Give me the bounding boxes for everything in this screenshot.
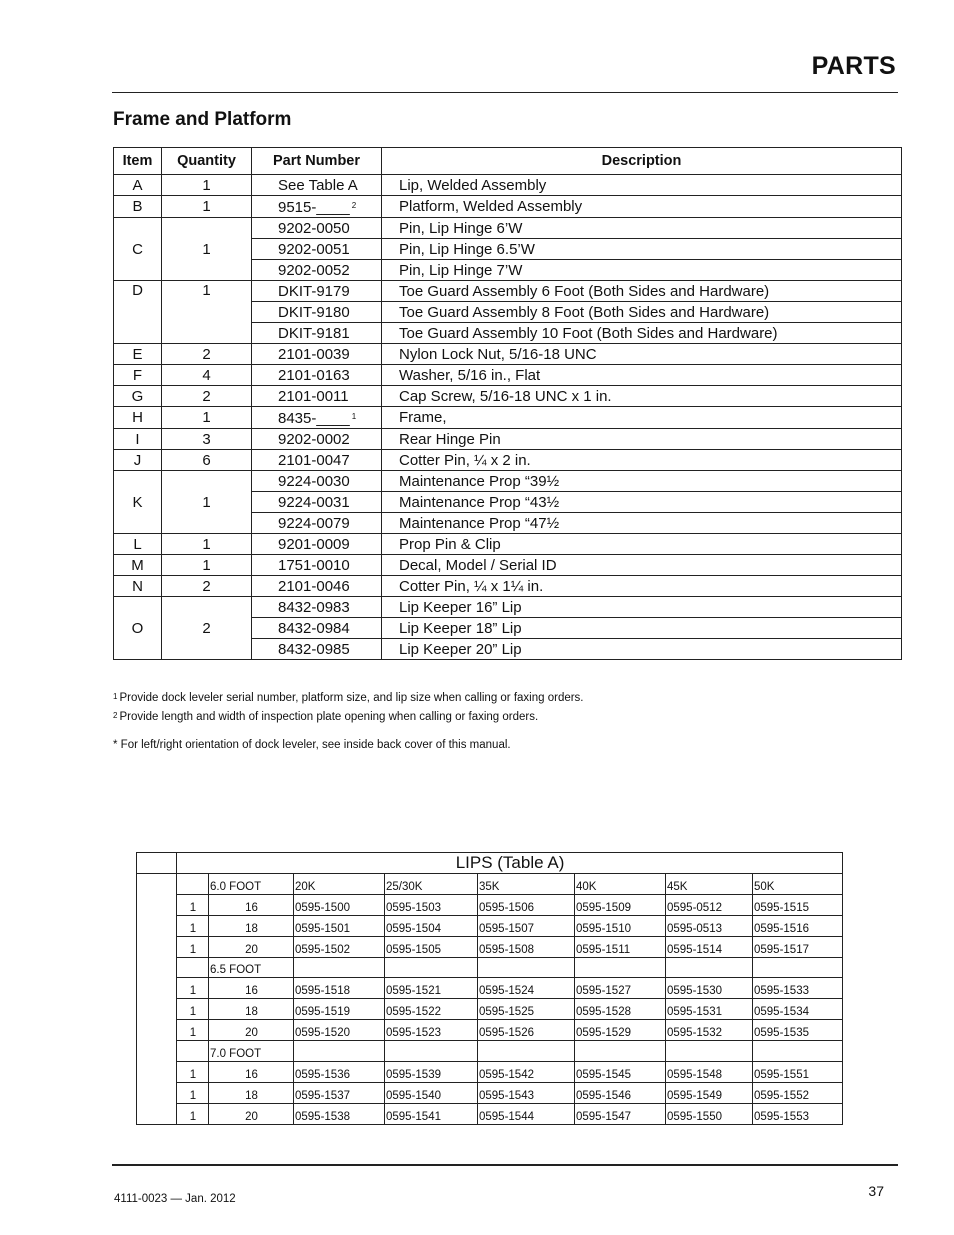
part-number-cell: 0595-1516 bbox=[753, 915, 843, 936]
part-number-cell bbox=[252, 513, 382, 534]
table-row bbox=[114, 218, 902, 239]
part-number-cell: 0595-1527 bbox=[575, 978, 666, 999]
quantity-cell: 1 bbox=[177, 1062, 209, 1083]
table-row bbox=[137, 978, 843, 999]
part-number-cell: 0595-1550 bbox=[666, 1103, 753, 1124]
lip-length-cell: 18 bbox=[209, 915, 294, 936]
lips-table bbox=[136, 852, 843, 1125]
part-number: 9202-0052 bbox=[278, 261, 350, 279]
table-row bbox=[114, 597, 902, 618]
capacity-header-cell bbox=[478, 1041, 575, 1062]
part-number-cell: 0595-1501 bbox=[294, 915, 385, 936]
quantity-cell: 1 bbox=[177, 894, 209, 915]
part-number: 9224-0030 bbox=[278, 472, 350, 490]
footnote-number: 1 bbox=[113, 692, 118, 701]
column-header-item: Item bbox=[114, 148, 162, 175]
part-number-cell: 0595-1502 bbox=[294, 936, 385, 957]
footnote-spacer bbox=[113, 726, 584, 737]
quantity-cell: 1 bbox=[162, 471, 252, 534]
description-cell: Nylon Lock Nut, 5/16-18 UNC bbox=[382, 344, 902, 365]
table-row bbox=[114, 534, 902, 555]
lips-table-body bbox=[137, 853, 843, 1125]
table-row bbox=[137, 1020, 843, 1041]
item-cell: E bbox=[114, 344, 162, 365]
lip-length-cell: 18 bbox=[209, 1082, 294, 1103]
part-number: DKIT-9180 bbox=[278, 303, 350, 321]
lip-length-cell: 16 bbox=[209, 978, 294, 999]
table-row bbox=[114, 429, 902, 450]
lip-length-cell: 16 bbox=[209, 894, 294, 915]
description-cell: Pin, Lip Hinge 6’W bbox=[382, 218, 902, 239]
description-cell: Pin, Lip Hinge 6.5’W bbox=[382, 239, 902, 260]
quantity-cell: 1 bbox=[162, 218, 252, 281]
part-number: 9202-0050 bbox=[278, 219, 350, 237]
blank-cell bbox=[137, 853, 177, 874]
part-number-cell: 0595-1524 bbox=[478, 978, 575, 999]
part-number: 2101-0039 bbox=[278, 345, 350, 363]
part-number-cell: 0595-1551 bbox=[753, 1062, 843, 1083]
footnote-number: 2 bbox=[113, 711, 118, 720]
part-number-cell: 0595-1553 bbox=[753, 1103, 843, 1124]
description-cell: Frame, bbox=[382, 407, 902, 429]
capacity-header-cell bbox=[575, 957, 666, 978]
table-row bbox=[137, 999, 843, 1020]
part-number-cell: 0595-1531 bbox=[666, 999, 753, 1020]
lip-width-label: 7.0 FOOT bbox=[209, 1041, 294, 1062]
description-cell: Toe Guard Assembly 10 Foot (Both Sides and Hardware) bbox=[382, 323, 902, 344]
quantity-cell: 1 bbox=[177, 978, 209, 999]
part-number-cell: 0595-1506 bbox=[478, 894, 575, 915]
part-number-cell bbox=[252, 344, 382, 365]
part-number-cell: 0595-1534 bbox=[753, 999, 843, 1020]
item-cell: L bbox=[114, 534, 162, 555]
parts-table-body bbox=[114, 175, 902, 660]
part-number-cell bbox=[252, 281, 382, 302]
part-number-cell: 0595-1521 bbox=[385, 978, 478, 999]
part-number: 2101-0047 bbox=[278, 451, 350, 469]
item-cell: N bbox=[114, 576, 162, 597]
table-row bbox=[137, 936, 843, 957]
quantity-cell: 2 bbox=[162, 344, 252, 365]
footnote bbox=[113, 688, 584, 707]
part-number-cell bbox=[252, 365, 382, 386]
capacity-header-cell: 50K bbox=[753, 874, 843, 895]
part-number: 9224-0079 bbox=[278, 514, 350, 532]
item-cell: B bbox=[114, 196, 162, 218]
table-row bbox=[137, 1103, 843, 1124]
part-number-cell: 0595-1519 bbox=[294, 999, 385, 1020]
table-row bbox=[137, 894, 843, 915]
description-cell: Platform, Welded Assembly bbox=[382, 196, 902, 218]
part-number-cell: 0595-1518 bbox=[294, 978, 385, 999]
part-number-cell: 0595-1552 bbox=[753, 1082, 843, 1103]
part-number-cell: 0595-1544 bbox=[478, 1103, 575, 1124]
table-row bbox=[114, 450, 902, 471]
column-header-description: Description bbox=[382, 148, 902, 175]
part-number-cell bbox=[252, 323, 382, 344]
capacity-header-cell bbox=[478, 957, 575, 978]
lips-section-row bbox=[137, 1041, 843, 1062]
capacity-header-cell bbox=[294, 1041, 385, 1062]
part-number-cell bbox=[252, 534, 382, 555]
part-number-cell: 0595-1505 bbox=[385, 936, 478, 957]
lips-table-title: LIPS (Table A) bbox=[177, 853, 843, 874]
part-number-cell bbox=[252, 407, 382, 429]
part-number-cell: 0595-1508 bbox=[478, 936, 575, 957]
part-number-cell: 0595-1543 bbox=[478, 1082, 575, 1103]
part-number-cell: 0595-1503 bbox=[385, 894, 478, 915]
lip-length-cell: 20 bbox=[209, 936, 294, 957]
footnote-text: * For left/right orientation of dock leveler, see inside back cover of this manual. bbox=[113, 739, 511, 751]
table-row bbox=[114, 407, 902, 429]
part-number-cell: 0595-1541 bbox=[385, 1103, 478, 1124]
part-number-cell bbox=[252, 597, 382, 618]
capacity-header-cell bbox=[666, 1041, 753, 1062]
footnote bbox=[113, 737, 584, 754]
footnote-marker: 2 bbox=[351, 201, 357, 210]
item-cell: G bbox=[114, 386, 162, 407]
table-row bbox=[114, 386, 902, 407]
capacity-header-cell bbox=[753, 957, 843, 978]
lip-width-label: 6.0 FOOT bbox=[209, 874, 294, 895]
part-number-cell bbox=[252, 386, 382, 407]
part-number: DKIT-9181 bbox=[278, 324, 350, 342]
part-number-cell: 0595-1510 bbox=[575, 915, 666, 936]
blank-cell bbox=[177, 1041, 209, 1062]
capacity-header-cell bbox=[753, 1041, 843, 1062]
lip-width-label: 6.5 FOOT bbox=[209, 957, 294, 978]
part-number-cell: 0595-1523 bbox=[385, 1020, 478, 1041]
lip-length-cell: 20 bbox=[209, 1103, 294, 1124]
footnote-text: Provide dock leveler serial number, platform size, and lip size when calling or faxing orders. bbox=[119, 692, 584, 704]
table-row bbox=[114, 281, 902, 302]
item-cell: K bbox=[114, 471, 162, 534]
lip-length-cell: 16 bbox=[209, 1062, 294, 1083]
quantity-cell: 1 bbox=[177, 936, 209, 957]
capacity-header-cell: 40K bbox=[575, 874, 666, 895]
quantity-cell: 1 bbox=[162, 196, 252, 218]
table-row bbox=[114, 555, 902, 576]
quantity-cell: 1 bbox=[162, 555, 252, 576]
table-row bbox=[137, 1062, 843, 1083]
capacity-header-cell bbox=[385, 1041, 478, 1062]
part-number-cell: 0595-1535 bbox=[753, 1020, 843, 1041]
part-number-cell: 0595-1528 bbox=[575, 999, 666, 1020]
part-number-cell: 0595-1547 bbox=[575, 1103, 666, 1124]
part-number-cell: 0595-0513 bbox=[666, 915, 753, 936]
part-number-cell: 0595-1515 bbox=[753, 894, 843, 915]
description-cell: Prop Pin & Clip bbox=[382, 534, 902, 555]
part-number-cell: 0595-1532 bbox=[666, 1020, 753, 1041]
part-number-cell: 0595-1549 bbox=[666, 1082, 753, 1103]
capacity-header-cell: 25/30K bbox=[385, 874, 478, 895]
description-cell: Toe Guard Assembly 8 Foot (Both Sides and Hardware) bbox=[382, 302, 902, 323]
part-number: 9224-0031 bbox=[278, 493, 350, 511]
quantity-cell: 2 bbox=[162, 576, 252, 597]
part-number-cell: 0595-1538 bbox=[294, 1103, 385, 1124]
part-number-cell bbox=[252, 492, 382, 513]
part-number-cell: 0595-1529 bbox=[575, 1020, 666, 1041]
quantity-cell: 1 bbox=[162, 281, 252, 344]
part-number-cell: 0595-1504 bbox=[385, 915, 478, 936]
table-row bbox=[114, 344, 902, 365]
header-divider bbox=[112, 92, 898, 93]
table-row bbox=[114, 576, 902, 597]
page-number: 37 bbox=[868, 1183, 884, 1199]
part-number: 9201-0009 bbox=[278, 535, 350, 553]
part-number-cell: 0595-1536 bbox=[294, 1062, 385, 1083]
part-number-cell: 0595-1520 bbox=[294, 1020, 385, 1041]
table-row bbox=[137, 915, 843, 936]
capacity-header-cell: 45K bbox=[666, 874, 753, 895]
part-number-cell bbox=[252, 618, 382, 639]
part-number-cell bbox=[252, 175, 382, 196]
part-number: 8432-0984 bbox=[278, 619, 350, 637]
part-number-cell: 0595-1525 bbox=[478, 999, 575, 1020]
description-cell: Lip, Welded Assembly bbox=[382, 175, 902, 196]
description-cell: Cotter Pin, ¼ x 2 in. bbox=[382, 450, 902, 471]
footnote-marker: 1 bbox=[351, 412, 357, 421]
lips-section-row bbox=[137, 874, 843, 895]
table-row bbox=[114, 196, 902, 218]
part-number-cell bbox=[252, 471, 382, 492]
table-row bbox=[114, 471, 902, 492]
part-number-cell: 0595-1548 bbox=[666, 1062, 753, 1083]
part-number-cell: 0595-1526 bbox=[478, 1020, 575, 1041]
quantity-cell: 1 bbox=[162, 534, 252, 555]
item-cell: J bbox=[114, 450, 162, 471]
part-number: 8432-0985 bbox=[278, 640, 350, 658]
section-title: Frame and Platform bbox=[113, 109, 292, 130]
footnote bbox=[113, 707, 584, 726]
capacity-header-cell bbox=[575, 1041, 666, 1062]
footnote-text: Provide length and width of inspection plate opening when calling or faxing orders. bbox=[119, 711, 539, 723]
description-cell: Decal, Model / Serial ID bbox=[382, 555, 902, 576]
footer-divider bbox=[112, 1164, 898, 1166]
lip-length-cell: 20 bbox=[209, 1020, 294, 1041]
item-cell: F bbox=[114, 365, 162, 386]
footnotes bbox=[113, 688, 584, 754]
quantity-cell: 4 bbox=[162, 365, 252, 386]
part-number-cell: 0595-1546 bbox=[575, 1082, 666, 1103]
quantity-cell: 1 bbox=[177, 999, 209, 1020]
quantity-cell: 1 bbox=[177, 915, 209, 936]
quantity-cell: 2 bbox=[162, 597, 252, 660]
quantity-cell: 1 bbox=[177, 1082, 209, 1103]
part-number-cell bbox=[252, 429, 382, 450]
part-number-cell: 0595-1509 bbox=[575, 894, 666, 915]
part-number-cell: 0595-1542 bbox=[478, 1062, 575, 1083]
lip-length-cell: 18 bbox=[209, 999, 294, 1020]
parts-table-header-row bbox=[114, 148, 902, 175]
description-cell: Maintenance Prop “47½ bbox=[382, 513, 902, 534]
quantity-cell: 2 bbox=[162, 386, 252, 407]
description-cell: Cotter Pin, ¼ x 1¼ in. bbox=[382, 576, 902, 597]
item-cell: D bbox=[114, 281, 162, 344]
part-number-cell bbox=[252, 196, 382, 218]
part-number: 8435-____ bbox=[278, 410, 350, 427]
part-number: DKIT-9179 bbox=[278, 282, 350, 300]
part-number-cell: 0595-1540 bbox=[385, 1082, 478, 1103]
quantity-cell: 6 bbox=[162, 450, 252, 471]
capacity-header-cell: 35K bbox=[478, 874, 575, 895]
capacity-header-cell bbox=[385, 957, 478, 978]
part-number: See Table A bbox=[278, 176, 358, 194]
lips-section-row bbox=[137, 957, 843, 978]
part-number-cell bbox=[252, 239, 382, 260]
description-cell: Pin, Lip Hinge 7’W bbox=[382, 260, 902, 281]
item-cell: C bbox=[114, 218, 162, 281]
part-number-cell: 0595-1533 bbox=[753, 978, 843, 999]
part-number-cell: 0595-1530 bbox=[666, 978, 753, 999]
part-number-cell bbox=[252, 302, 382, 323]
lips-title-row bbox=[137, 853, 843, 874]
description-cell: Washer, 5/16 in., Flat bbox=[382, 365, 902, 386]
item-cell: A bbox=[114, 175, 162, 196]
description-cell: Lip Keeper 18” Lip bbox=[382, 618, 902, 639]
description-cell: Rear Hinge Pin bbox=[382, 429, 902, 450]
parts-table bbox=[113, 147, 902, 660]
description-cell: Maintenance Prop “39½ bbox=[382, 471, 902, 492]
quantity-cell: 1 bbox=[177, 1020, 209, 1041]
part-number-cell bbox=[252, 218, 382, 239]
part-number-cell bbox=[252, 576, 382, 597]
part-number-cell: 0595-1500 bbox=[294, 894, 385, 915]
part-number-cell: 0595-1545 bbox=[575, 1062, 666, 1083]
description-cell: Cap Screw, 5/16-18 UNC x 1 in. bbox=[382, 386, 902, 407]
column-header-quantity: Quantity bbox=[162, 148, 252, 175]
part-number: 2101-0163 bbox=[278, 366, 350, 384]
quantity-cell: 1 bbox=[177, 1103, 209, 1124]
part-number-cell: 0595-1522 bbox=[385, 999, 478, 1020]
item-cell: O bbox=[114, 597, 162, 660]
part-number-cell: 0595-1539 bbox=[385, 1062, 478, 1083]
capacity-header-cell bbox=[666, 957, 753, 978]
description-cell: Maintenance Prop “43½ bbox=[382, 492, 902, 513]
part-number-cell: 0595-1514 bbox=[666, 936, 753, 957]
document-id: 4111-0023 — Jan. 2012 bbox=[114, 1193, 236, 1205]
table-row bbox=[137, 1082, 843, 1103]
part-number-cell: 0595-1517 bbox=[753, 936, 843, 957]
part-number-cell bbox=[252, 450, 382, 471]
part-number-cell: 0595-1511 bbox=[575, 936, 666, 957]
blank-cell bbox=[177, 957, 209, 978]
part-number-cell bbox=[252, 555, 382, 576]
part-number: 2101-0011 bbox=[278, 387, 349, 405]
capacity-header-cell: 20K bbox=[294, 874, 385, 895]
part-number-cell: 0595-0512 bbox=[666, 894, 753, 915]
part-number-cell: 0595-1507 bbox=[478, 915, 575, 936]
quantity-cell: 3 bbox=[162, 429, 252, 450]
blank-cell bbox=[137, 874, 177, 1125]
part-number: 8432-0983 bbox=[278, 598, 350, 616]
part-number: 1751-0010 bbox=[278, 556, 350, 574]
part-number: 9515-____ bbox=[278, 199, 350, 216]
description-cell: Lip Keeper 16” Lip bbox=[382, 597, 902, 618]
part-number-cell bbox=[252, 260, 382, 281]
description-cell: Toe Guard Assembly 6 Foot (Both Sides and Hardware) bbox=[382, 281, 902, 302]
part-number: 2101-0046 bbox=[278, 577, 350, 595]
table-row bbox=[114, 175, 902, 196]
part-number-cell: 0595-1537 bbox=[294, 1082, 385, 1103]
page-title: PARTS bbox=[811, 52, 896, 80]
blank-cell bbox=[177, 874, 209, 895]
part-number: 9202-0002 bbox=[278, 430, 350, 448]
column-header-part-number: Part Number bbox=[252, 148, 382, 175]
quantity-cell: 1 bbox=[162, 175, 252, 196]
item-cell: I bbox=[114, 429, 162, 450]
quantity-cell: 1 bbox=[162, 407, 252, 429]
description-cell: Lip Keeper 20” Lip bbox=[382, 639, 902, 660]
table-row bbox=[114, 365, 902, 386]
capacity-header-cell bbox=[294, 957, 385, 978]
part-number: 9202-0051 bbox=[278, 240, 350, 258]
item-cell: M bbox=[114, 555, 162, 576]
part-number-cell bbox=[252, 639, 382, 660]
item-cell: H bbox=[114, 407, 162, 429]
